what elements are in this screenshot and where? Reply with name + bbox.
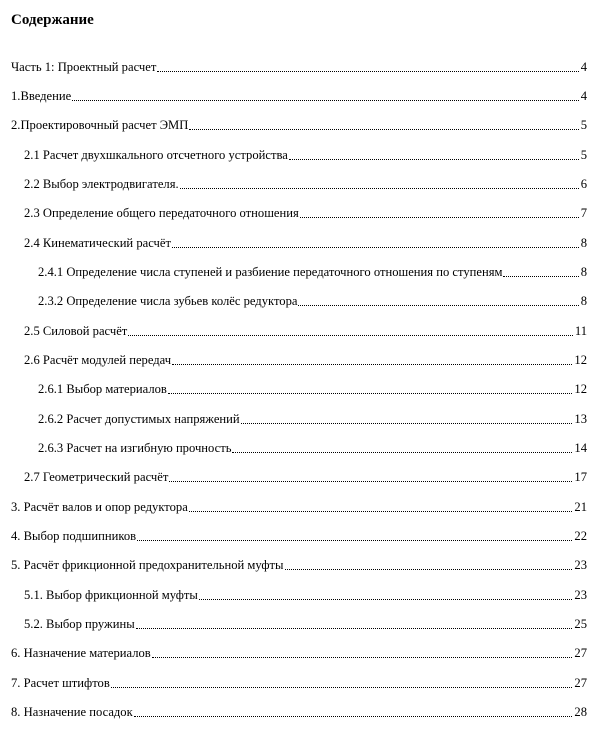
toc-entry[interactable] <box>24 616 587 632</box>
toc-entry-text: 2.1 Расчет двухшкального отсчетного устройства <box>24 148 288 162</box>
toc-entry-text: 2.6.3 Расчет на изгибную прочность <box>38 441 232 455</box>
dot-leader <box>136 628 573 629</box>
toc-entry[interactable] <box>38 264 587 280</box>
dot-leader <box>241 423 573 424</box>
toc-entry-page: 27 <box>574 646 587 660</box>
toc-entry[interactable] <box>24 469 587 485</box>
toc-entry[interactable] <box>11 704 587 720</box>
toc-entry[interactable] <box>24 352 587 368</box>
toc-entry-page: 6 <box>580 177 587 191</box>
toc-entry[interactable] <box>11 675 587 691</box>
toc-entry-text: 2.2 Выбор электродвигателя. <box>24 177 179 191</box>
toc-entry-page: 4 <box>580 60 587 74</box>
dot-leader <box>172 364 572 365</box>
toc-entry[interactable] <box>24 235 587 251</box>
toc-entry-page: 8 <box>580 294 587 308</box>
dot-leader <box>72 100 578 101</box>
toc-entry-page: 11 <box>574 324 587 338</box>
toc-entry-page: 25 <box>574 617 587 631</box>
toc-entry-text: 2.7 Геометрический расчёт <box>24 470 169 484</box>
toc-entry-page: 21 <box>574 500 587 514</box>
dot-leader <box>157 71 578 72</box>
toc-entry-page: 12 <box>574 353 587 367</box>
toc-entry[interactable] <box>11 528 587 544</box>
toc-entry[interactable] <box>24 587 587 603</box>
toc-entry-text: 2.Проектировочный расчет ЭМП <box>11 118 189 132</box>
dot-leader <box>189 511 573 512</box>
toc-entry-text: 5. Расчёт фрикционной предохранительной муфты <box>11 558 284 572</box>
dot-leader <box>172 247 579 248</box>
toc-entry[interactable] <box>11 499 587 515</box>
dot-leader <box>289 159 579 160</box>
toc-entry-text: 2.3 Определение общего передаточного отношения <box>24 206 299 220</box>
toc-entry[interactable] <box>38 293 587 309</box>
toc-entry[interactable] <box>11 117 587 133</box>
toc-entry-page: 23 <box>574 558 587 572</box>
dot-leader <box>298 305 578 306</box>
toc-entry-page: 5 <box>580 148 587 162</box>
dot-leader <box>180 188 579 189</box>
toc-entry-page: 4 <box>580 89 587 103</box>
toc-entry-text: 2.6.1 Выбор материалов <box>38 382 167 396</box>
dot-leader <box>189 129 578 130</box>
toc-entry-text: Часть 1: Проектный расчет <box>11 60 157 74</box>
toc-entry-page: 7 <box>580 206 587 220</box>
toc-entry-page: 12 <box>574 382 587 396</box>
dot-leader <box>168 393 573 394</box>
toc-entry-text: 2.4.1 Определение числа ступеней и разбиение передаточного отношения по ступеням <box>38 265 503 279</box>
toc-entry[interactable] <box>38 440 587 456</box>
dot-leader <box>137 540 572 541</box>
dot-leader <box>128 335 573 336</box>
toc-entry-text: 1.Введение <box>11 89 72 103</box>
toc-entry[interactable] <box>24 205 587 221</box>
toc-entry-text: 5.2. Выбор пружины <box>24 617 135 631</box>
dot-leader <box>199 599 573 600</box>
page-title: Содержание <box>11 12 94 28</box>
toc-entry-page: 28 <box>574 705 587 719</box>
toc-entry[interactable] <box>24 323 587 339</box>
toc-entry-text: 7. Расчет штифтов <box>11 676 110 690</box>
toc-entry-text: 3. Расчёт валов и опор редуктора <box>11 500 188 514</box>
toc-entry[interactable] <box>11 557 587 573</box>
toc-entry[interactable] <box>11 88 587 104</box>
dot-leader <box>152 657 573 658</box>
toc-entry[interactable] <box>38 381 587 397</box>
toc-entry[interactable] <box>24 176 587 192</box>
dot-leader <box>300 217 579 218</box>
toc-entry-text: 8. Назначение посадок <box>11 705 133 719</box>
toc-entry[interactable] <box>11 645 587 661</box>
toc-entry-page: 27 <box>574 676 587 690</box>
dot-leader <box>169 481 572 482</box>
toc-entry-text: 2.6 Расчёт модулей передач <box>24 353 172 367</box>
toc-entry-text: 2.5 Силовой расчёт <box>24 324 128 338</box>
toc-entry-text: 2.4 Кинематический расчёт <box>24 236 171 250</box>
toc-entry-page: 8 <box>580 265 587 279</box>
toc-entry-text: 2.3.2 Определение числа зубьев колёс редуктора <box>38 294 298 308</box>
toc-entry-page: 17 <box>574 470 587 484</box>
toc-entry-page: 23 <box>574 588 587 602</box>
toc-entry[interactable] <box>24 147 587 163</box>
dot-leader <box>285 569 573 570</box>
toc-entry-page: 14 <box>574 441 587 455</box>
dot-leader <box>111 687 573 688</box>
dot-leader <box>503 276 578 277</box>
dot-leader <box>134 716 573 717</box>
toc-entry-text: 2.6.2 Расчет допустимых напряжений <box>38 412 240 426</box>
toc-entry[interactable] <box>38 411 587 427</box>
toc-entry-text: 5.1. Выбор фрикционной муфты <box>24 588 198 602</box>
toc-entry-page: 13 <box>574 412 587 426</box>
toc-entry-text: 6. Назначение материалов <box>11 646 151 660</box>
toc-entry-page: 5 <box>580 118 587 132</box>
toc-entry-page: 8 <box>580 236 587 250</box>
dot-leader <box>232 452 572 453</box>
toc-entry-page: 22 <box>574 529 587 543</box>
toc-entry-text: 4. Выбор подшипников <box>11 529 137 543</box>
toc-entry[interactable] <box>11 59 587 75</box>
